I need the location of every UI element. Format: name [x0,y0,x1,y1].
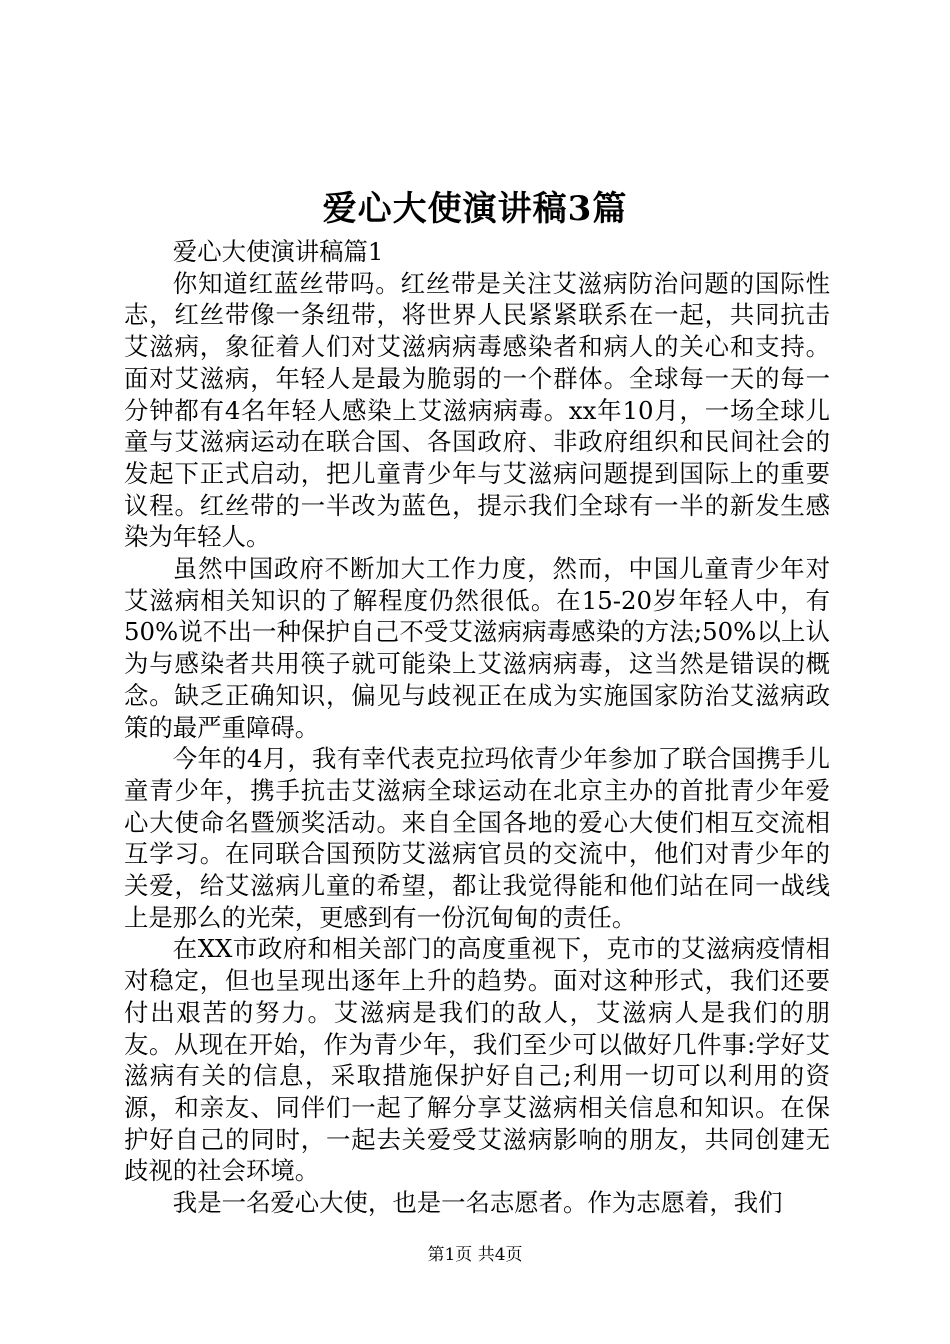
paragraph-2: 虽然中国政府不断加大工作力度，然而，中国儿童青少年对艾滋病相关知识的了解程度仍然很低。在15-20岁年轻人中，有50%说不出一种保护自己不受艾滋病病毒感染的方法;50%以上认为与感染者共用筷子就可能染上艾滋病病毒，这当然是错误的概念。缺乏正确知识，偏见与歧视正在成为实施国家防治艾滋病政策的最严重障碍。 [124,554,830,742]
paragraph-1: 你知道红蓝丝带吗。红丝带是关注艾滋病防治问题的国际性志，红丝带像一条纽带，将世界人民紧紧联系在一起，共同抗击艾滋病，象征着人们对艾滋病病毒感染者和病人的关心和支持。面对艾滋病，年轻人是最为脆弱的一个群体。全球每一天的每一分钟都有4名年轻人感染上艾滋病病毒。xx年10月，一场全球儿童与艾滋病运动在联合国、各国政府、非政府组织和民间社会的发起下正式启动，把儿童青少年与艾滋病问题提到国际上的重要议程。红丝带的一半改为蓝色，提示我们全球有一半的新发生感染为年轻人。 [124,268,830,552]
paragraph-4: 在XX市政府和相关部门的高度重视下，克市的艾滋病疫情相对稳定，但也呈现出逐年上升的趋势。面对这种形式，我们还要付出艰苦的努力。艾滋病是我们的敌人，艾滋病人是我们的朋友。从现在开始，作为青少年，我们至少可以做好几件事:学好艾滋病有关的信息，采取措施保护好自己;利用一切可以利用的资源，和亲友、同伴们一起了解分享艾滋病相关信息和知识。在保护好自己的同时，一起去关爱受艾滋病影响的朋友，共同创建无歧视的社会环境。 [124,934,830,1186]
paragraph-5: 我是一名爱心大使，也是一名志愿者。作为志愿着，我们 [172,1188,783,1218]
paragraph-3: 今年的4月，我有幸代表克拉玛依青少年参加了联合国携手儿童青少年，携手抗击艾滋病全球运动在北京主办的首批青少年爱心大使命名暨颁奖活动。来自全国各地的爱心大使们相互交流相互学习。在同联合国预防艾滋病官员的交流中，他们对青少年的关爱，给艾滋病儿童的希望，都让我觉得能和他们站在同一战线上是那么的光荣，更感到有一份沉甸甸的责任。 [124,744,830,932]
section-heading: 爱心大使演讲稿篇1 [172,237,384,266]
page-number-footer: 第1页 共4页 [427,1245,523,1265]
document-title: 爱心大使演讲稿3篇 [322,189,628,229]
document-body [124,236,830,1219]
